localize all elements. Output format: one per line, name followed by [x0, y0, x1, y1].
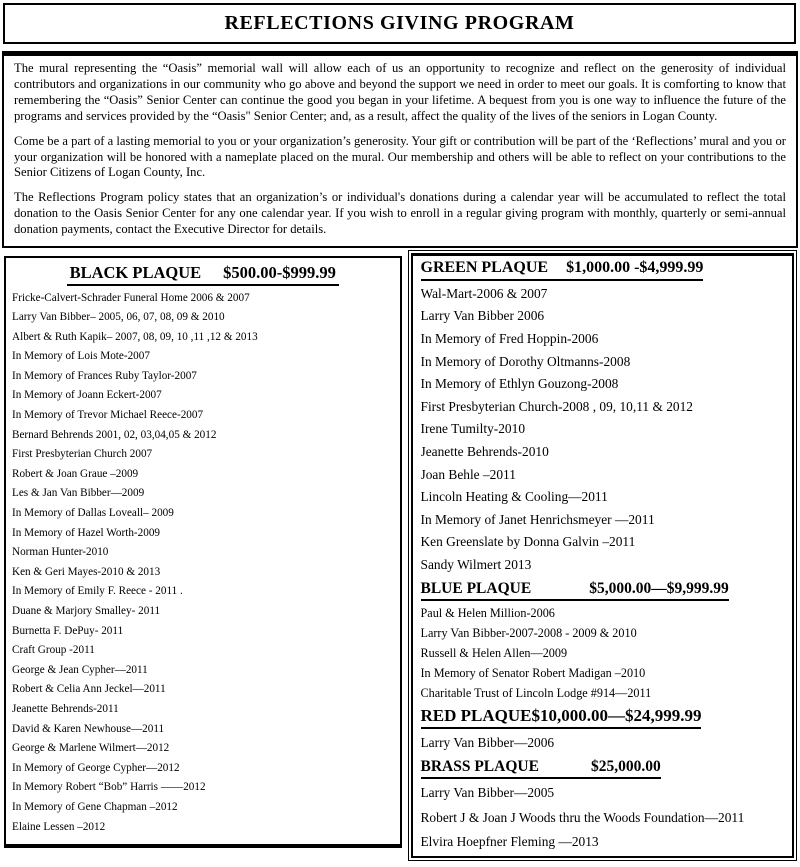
donor-entry: Lincoln Heating & Cooling—2011: [420, 489, 608, 505]
plaque-section-black: [12, 261, 394, 837]
plaque-tier-range: $25,000.00: [590, 757, 661, 775]
donor-entry: In Memory of Hazel Worth-2009: [12, 526, 161, 539]
plaque-tier-label: RED PLAQUE: [420, 705, 532, 725]
donor-entry: In Memory of Frances Ruby Taylor-2007: [12, 369, 197, 382]
donor-entry: Jeanette Behrends-2010: [420, 444, 549, 460]
plaque-section-red: [421, 705, 785, 755]
donor-entry: Duane & Marjory Smalley- 2011: [12, 605, 161, 617]
donor-list: [421, 283, 785, 577]
plaque-columns: [4, 250, 797, 861]
donor-entry: Bernard Behrends 2001, 02, 03,04,05 & 2012: [12, 428, 217, 441]
section-header-red: [421, 705, 702, 729]
donor-entry: Paul & Helen Million-2006: [420, 605, 555, 620]
donor-entry: Joan Behle –2011: [420, 466, 516, 482]
right-column: [411, 253, 795, 858]
donor-entry: Larry Van Bibber– 2005, 06, 07, 08, 09 & 2010: [12, 311, 225, 324]
donor-entry: In Memory of Janet Henrichsmeyer —2011: [420, 511, 655, 527]
donor-entry: Robert & Joan Graue –2009: [12, 467, 139, 480]
donor-entry: In Memory of Lois Mote-2007: [12, 350, 150, 363]
donor-entry: Larry Van Bibber—2005: [420, 784, 555, 800]
plaque-section-brass: [421, 757, 785, 855]
donor-entry: Jeanette Behrends-2011: [12, 702, 119, 715]
donor-entry: First Presbyterian Church-2008 , 09, 10,11 & 2012: [420, 398, 694, 414]
donor-entry: Larry Van Bibber—2006: [420, 734, 555, 750]
donor-entry: In Memory of Fred Hoppin-2006: [420, 331, 599, 347]
donor-list: [421, 603, 785, 703]
plaque-tier-label: GREEN PLAQUE: [420, 259, 549, 277]
document-title: REFLECTIONS GIVING PROGRAM: [224, 12, 575, 34]
plaque-tier-label: BRASS PLAQUE: [420, 757, 539, 775]
donor-entry: Robert & Celia Ann Jeckel—2011: [12, 683, 166, 696]
section-header-black: [67, 261, 339, 285]
plaque-section-green: [421, 258, 785, 577]
donor-entry: In Memory of Emily F. Reece - 2011 .: [12, 585, 183, 598]
plaque-section-blue: [421, 579, 785, 703]
donor-entry: Sandy Wilmert 2013: [420, 556, 532, 572]
section-header-brass: [421, 757, 661, 779]
donor-entry: In Memory of Ethlyn Gouzong-2008: [420, 376, 619, 392]
plaque-tier-range: $5,000.00—$9,999.99: [589, 579, 729, 597]
donor-entry: Larry Van Bibber 2006: [420, 308, 545, 324]
donor-entry: Burnetta F. DePuy- 2011: [12, 624, 124, 637]
plaque-tier-range: $500.00-$999.99: [223, 263, 336, 283]
donor-entry: Ken Greenslate by Donna Galvin –2011: [420, 534, 636, 550]
donor-entry: In Memory of Senator Robert Madigan –2010: [420, 665, 646, 680]
left-column: [4, 256, 402, 848]
section-header-blue: [421, 579, 729, 601]
right-column-frame: [408, 250, 798, 861]
plaque-tier-label: BLACK PLAQUE: [69, 263, 202, 283]
donor-entry: Irene Tumilty-2010: [420, 421, 526, 437]
donor-entry: Norman Hunter-2010: [12, 546, 109, 559]
donor-entry: Charitable Trust of Lincoln Lodge #914—2011: [420, 685, 652, 700]
donor-entry: Robert J & Joan J Woods thru the Woods Foundation—2011: [420, 809, 745, 825]
donor-entry: In Memory Robert “Bob” Harris ——2012: [12, 781, 206, 794]
donor-list: [421, 781, 785, 855]
donor-entry: Elvira Hoepfner Fleming —2013: [420, 834, 599, 850]
donor-entry: Elaine Lessen –2012: [12, 820, 106, 833]
intro-paragraph: Come be a part of a lasting memorial to you or your organization’s generosity. Your gift or contribution will be part of the ‘Reflections’ mural and you or your organization will be honored with a nameplate placed on the mural. Our membership and others will be able to reflect on your contributions to the Senior Citizens of Logan County, Inc.: [14, 133, 786, 180]
title-box: [3, 3, 796, 44]
donor-entry: Albert & Ruth Kapik– 2007, 08, 09, 10 ,11 ,12 & 2013: [12, 330, 258, 343]
intro-box: [2, 51, 798, 248]
donor-entry: Ken & Geri Mayes-2010 & 2013: [12, 565, 161, 578]
section-header-green: [421, 258, 704, 281]
donor-entry: Craft Group -2011: [12, 644, 95, 657]
donor-entry: In Memory of Joann Eckert-2007: [12, 389, 162, 402]
donor-entry: Les & Jan Van Bibber—2009: [12, 487, 145, 500]
donor-entry: In Memory of Trevor Michael Reece-2007: [12, 409, 204, 422]
intro-paragraph: The mural representing the “Oasis” memorial wall will allow each of us an opportunity to recognize and reflect on the generosity of individual contributors and organizations in our community who go above and beyond the support we need in order to meet our goals. It is comforting to know that remembering the “Oasis” Senior Center can continue the good you began in your lifetime. A bequest from you is one way to influence the future of the programs and services provided by the “Oasis" Senior Center; and, as a result, affect the quality of the lives of the seniors in Logan County.: [14, 61, 786, 123]
donor-entry: Larry Van Bibber-2007-2008 - 2009 & 2010: [420, 625, 637, 640]
plaque-tier-range: $1,000.00 -$4,999.99: [566, 259, 704, 277]
donor-entry: In Memory of Dorothy Oltmanns-2008: [420, 353, 631, 369]
donor-entry: Fricke-Calvert-Schrader Funeral Home 2006 & 2007: [12, 291, 250, 304]
donor-entry: In Memory of George Cypher—2012: [12, 761, 180, 774]
donor-entry: David & Karen Newhouse—2011: [12, 722, 165, 735]
donor-list: [421, 731, 785, 755]
donor-entry: Wal-Mart-2006 & 2007: [420, 285, 548, 301]
plaque-tier-label: BLUE PLAQUE: [420, 579, 532, 597]
donor-entry: First Presbyterian Church 2007: [12, 448, 153, 461]
donor-list: [12, 289, 394, 838]
donor-entry: In Memory of Dallas Loveall– 2009: [12, 507, 174, 520]
plaque-tier-range: $10,000.00—$24,999.99: [531, 705, 702, 725]
donor-entry: George & Marlene Wilmert—2012: [12, 742, 170, 755]
intro-paragraph: The Reflections Program policy states that an organization’s or individual's donations during a calendar year will be accumulated to reflect the total donation to the Oasis Senior Center for any one calendar year. If you wish to enroll in a regular giving program with monthly, quarterly or semi-annual donation payments, contact the Executive Director for details.: [14, 190, 786, 237]
donor-entry: George & Jean Cypher—2011: [12, 663, 148, 676]
donor-entry: In Memory of Gene Chapman –2012: [12, 800, 178, 813]
donor-entry: Russell & Helen Allen—2009: [420, 645, 568, 660]
